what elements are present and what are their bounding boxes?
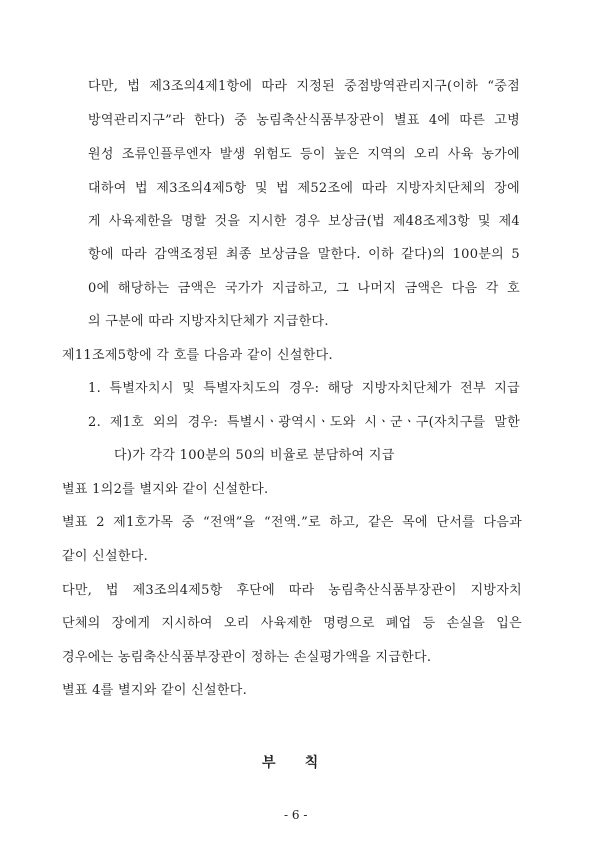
paragraph-line: 경우에는 농림축산식품부장관이 정하는 손실평가액을 지급한다. (62, 650, 432, 665)
list-item: 1. 특별자치시 및 특별자치도의 경우: 해당 지방자치단체가 전부 지급 (88, 381, 520, 396)
paragraph-line: 방역관리지구”라 한다) 중 농림축산식품부장관이 별표 4에 따른 고병 (88, 113, 520, 128)
amendment-line: 제11조제5항에 각 호를 다음과 같이 신설한다. (62, 348, 333, 363)
amendment-line: 같이 신설한다. (62, 549, 149, 564)
paragraph-line: 대하여 법 제3조의4제5항 및 법 제52조에 따라 지방자치단체의 장에 (88, 181, 520, 196)
paragraph-line: 단체의 장에게 지시하여 오리 사육제한 명령으로 폐업 등 손실을 입은 (62, 616, 522, 631)
amendment-line: 별표 4를 별지와 같이 신설한다. (62, 683, 248, 698)
paragraph-line: 의 구분에 따라 지방자치단체가 지급한다. (88, 314, 329, 329)
list-item-continuation: 다)가 각각 100분의 50의 비율로 분담하여 지급 (114, 448, 395, 463)
page-number: - 6 - (284, 808, 308, 822)
paragraph-line: 원성 조류인플루엔자 발생 위험도 등이 높은 지역의 오리 사육 농가에 (88, 147, 520, 162)
supplementary-heading: 부 칙 (262, 755, 319, 771)
amendment-line: 별표 1의2를 별지와 같이 신설한다. (62, 482, 269, 497)
paragraph-line: 0에 해당하는 금액은 국가가 지급하고, 그 나머지 금액은 다음 각 호 (88, 281, 520, 296)
paragraph-line: 게 사육제한을 명할 것을 지시한 경우 보상금(법 제48조제3항 및 제4 (88, 214, 520, 229)
paragraph-line: 다만, 법 제3조의4제1항에 따라 지정된 중점방역관리지구(이하 “중점 (88, 79, 520, 94)
list-item: 2. 제1호 외의 경우: 특별시ㆍ광역시ㆍ도와 시ㆍ군ㆍ구(자치구를 말한 (88, 415, 520, 430)
paragraph-line: 다만, 법 제3조의4제5항 후단에 따라 농림축산식품부장관이 지방자치 (62, 583, 522, 598)
amendment-line: 별표 2 제1호가목 중 “전액”을 “전액.”로 하고, 같은 목에 단서를 다음과 (62, 515, 522, 530)
paragraph-line: 항에 따라 감액조정된 최종 보상금을 말한다. 이하 같다)의 100분의 5 (88, 247, 520, 262)
